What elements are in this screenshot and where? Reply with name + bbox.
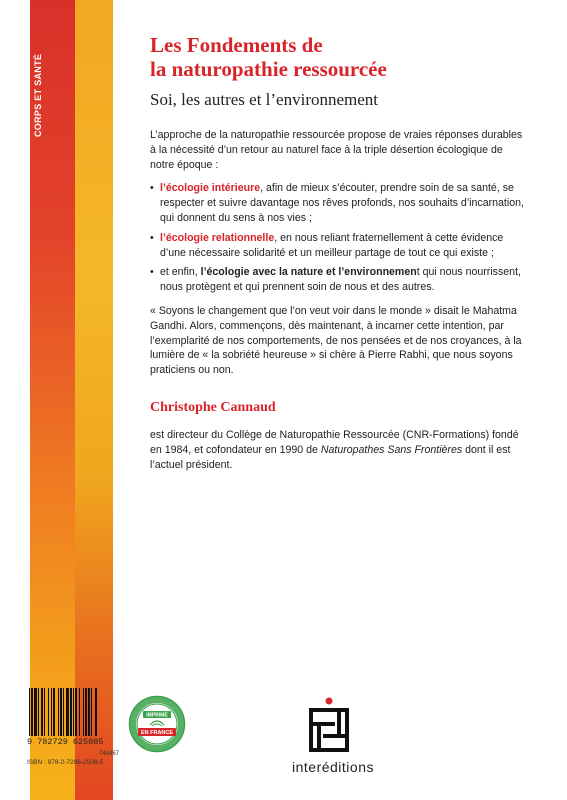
list-item [150, 181, 526, 225]
item-text: t qui nous nourrissent, nous protègent et qui prennent soin de nous et des autres. [160, 266, 521, 294]
item-text: , en nous reliant fraternellement à cette évidence d’une nécessaire solidarité et un meilleur partage de tout ce qui existe ; [160, 231, 504, 259]
list-item [150, 231, 526, 261]
author-name: Christophe Cannaud [150, 400, 276, 415]
barcode-digits: 9 782729 625085 [27, 737, 104, 747]
ecology-list [150, 181, 526, 295]
item-bold: l’écologie intérieure [160, 182, 261, 195]
barcode-bar [91, 688, 92, 736]
item-prefix: et enfin, [160, 266, 201, 279]
barcode-bar [66, 688, 69, 736]
barcode-bar [41, 688, 43, 736]
barcode-bar [70, 688, 72, 736]
spine-band-orange [75, 0, 113, 800]
barcode-bar [53, 688, 55, 736]
eco-print-seal [128, 695, 186, 753]
barcode-bar [95, 688, 97, 736]
barcode [27, 688, 119, 736]
seal-top-text: IMPRIMÉ [146, 712, 168, 719]
item-bold: l’écologie avec la nature et l’environnemen [200, 266, 417, 279]
collection-label: CORPS ET SANTÉ [33, 54, 43, 138]
barcode-bar [60, 688, 62, 736]
barcode-bar [31, 688, 33, 736]
bio-text-end: dont il est l’actuel président. [150, 443, 511, 471]
barcode-bar [58, 688, 59, 736]
book-subtitle: Soi, les autres et l’environnement [150, 90, 379, 109]
quote-paragraph: « Soyons le changement que l’on veut voir dans le monde » disait le Mahatma Gandhi. Alors, commençons, dès maintenant, à incarner cette intention, par l’exemplarité de nos comportements, de nos pensées et de nos croyances, à la lumière de « la sobriété heureuse » si chère à Pierre Rabhi, que nous soyons praticiens ou non. [150, 304, 522, 377]
author-bio [150, 428, 520, 472]
barcode-bar [73, 688, 74, 736]
bio-text: est directeur du Collège de Naturopathie Ressourcée (CNR-Formations) fondé en 1984, et cofondateur en 1990 de [150, 429, 519, 456]
barcode-bar [38, 688, 39, 736]
barcode-bar [48, 688, 49, 736]
barcode-bar [85, 688, 87, 736]
barcode-bar [34, 688, 37, 736]
barcode-bar [63, 688, 64, 736]
product-code: 740467 [98, 751, 119, 757]
barcode-bar [51, 688, 52, 736]
isbn: ISBN : 978-2-7296-2508-5 [27, 759, 104, 766]
publisher-name: interéditions [292, 759, 374, 775]
barcode-bar [88, 688, 90, 736]
summary [150, 128, 526, 387]
barcode-bar [29, 688, 30, 736]
intro-paragraph: L’approche de la naturopathie ressourcée propose de vraies réponses durables à la nécessité d’un retour au naturel face à la triple désertion écologique de notre époque : [150, 129, 523, 171]
list-item [150, 265, 526, 295]
barcode-bar [79, 688, 80, 736]
barcode-block [27, 688, 119, 766]
title-line-1: Les Fondements de [150, 33, 323, 57]
seal-middle-text: EN FRANCE [140, 730, 174, 736]
title-line-2: la naturopathie ressourcée [150, 57, 387, 81]
publisher-logo-icon [305, 696, 353, 756]
barcode-bar [75, 688, 77, 736]
barcode-bar [44, 688, 45, 736]
book-title [150, 33, 530, 81]
barcode-bar [83, 688, 84, 736]
bio-org: Naturopathes Sans Frontières [320, 443, 463, 456]
item-bold: l’écologie relationnelle [160, 231, 275, 244]
item-text: , afin de mieux s’écouter, prendre soin de sa santé, se respecter et suivre davantage nos rêves profonds, nos souhaits d’incarnation, qui donnent du sens à nos vies ; [160, 182, 524, 224]
